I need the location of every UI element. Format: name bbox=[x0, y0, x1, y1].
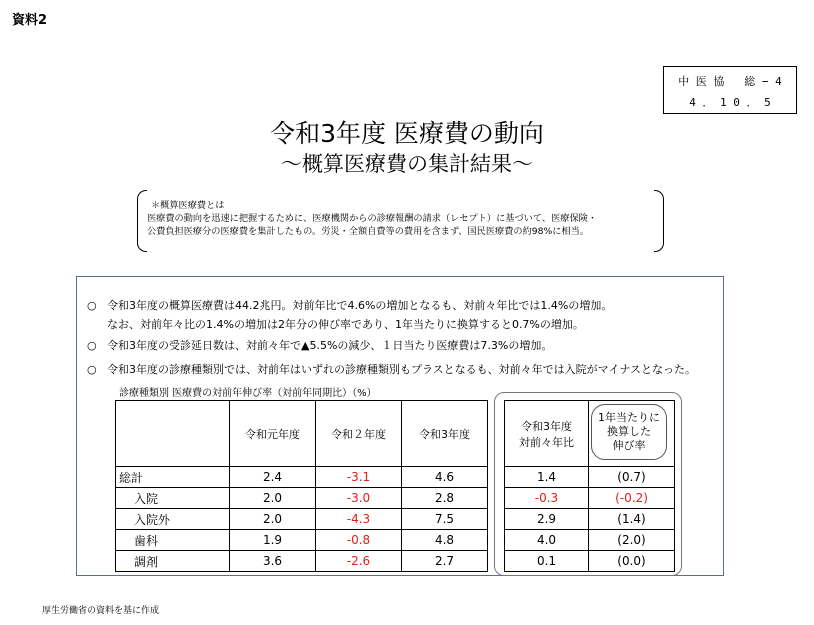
cell: 1.9 bbox=[230, 530, 316, 551]
pill-line: 1年当たりに bbox=[598, 411, 660, 424]
row-label: 入院外 bbox=[116, 509, 230, 530]
right-bracket bbox=[654, 190, 664, 252]
cell: 2.9 bbox=[505, 509, 589, 530]
bullet-mark: ○ bbox=[87, 299, 97, 312]
cell: 0.1 bbox=[505, 551, 589, 572]
cell: 3.6 bbox=[230, 551, 316, 572]
cell: 4.6 bbox=[402, 467, 488, 488]
cell: 2.4 bbox=[230, 467, 316, 488]
cell: 2.0 bbox=[230, 488, 316, 509]
cell: (1.4) bbox=[589, 509, 675, 530]
cell: -0.3 bbox=[505, 488, 589, 509]
reference-line-1: 中 医 協 総 − 4 bbox=[678, 75, 782, 88]
source-note: 厚生労働省の資料を基に作成 bbox=[42, 606, 160, 616]
bullet-1-text: 令和3年度の概算医療費は44.2兆円。対前年比で4.6%の増加となるも、対前々年比では1.4%の増加。 bbox=[107, 299, 613, 312]
pill-line: 伸び率 bbox=[612, 439, 646, 452]
cell: (0.0) bbox=[589, 551, 675, 572]
cell: 2.7 bbox=[402, 551, 488, 572]
row-label: 入院 bbox=[116, 488, 230, 509]
table-row bbox=[116, 509, 488, 530]
definition-box bbox=[137, 190, 664, 252]
page-title: 令和3年度 医療費の動向 bbox=[270, 119, 544, 148]
header-col-2: 令和２年度 bbox=[316, 401, 402, 467]
cell: -2.6 bbox=[316, 551, 402, 572]
cell: (2.0) bbox=[589, 530, 675, 551]
table-caption: 診療種類別 医療費の対前年伸び率（対前年同期比）（%） bbox=[119, 388, 377, 399]
header-col-1: 令和元年度 bbox=[230, 401, 316, 467]
bullet-1-continuation: なお、対前年々比の1.4%の増加は2年分の伸び率であり、1年当たりに換算すると0.7%の増加。 bbox=[107, 318, 584, 331]
header-col-3: 令和3年度 bbox=[402, 401, 488, 467]
row-label: 調剤 bbox=[116, 551, 230, 572]
cell: -3.1 bbox=[316, 467, 402, 488]
bullet-2-text: 令和3年度の受診延日数は、対前々年で▲5.5%の減少、１日当たり医療費は7.3%の増加。 bbox=[107, 339, 553, 352]
reference-line-2: 4 ． 1 0 ． 5 bbox=[689, 96, 771, 109]
bullet-3-text: 令和3年度の診療種類別では、対前年はいずれの診療種類別もプラスとなるも、対前々年では入院がマイナスとなった。 bbox=[107, 363, 697, 376]
growth-rate-table bbox=[115, 400, 488, 572]
bullet-mark: ○ bbox=[87, 339, 97, 352]
cell: 2.0 bbox=[230, 509, 316, 530]
header-line: 令和3年度 bbox=[521, 419, 572, 433]
cell: 4.8 bbox=[402, 530, 488, 551]
table-row bbox=[116, 467, 488, 488]
row-label: 総計 bbox=[116, 467, 230, 488]
bullet-mark: ○ bbox=[87, 363, 97, 376]
cell: -4.3 bbox=[316, 509, 402, 530]
left-bracket bbox=[137, 190, 147, 252]
cell: 4.0 bbox=[505, 530, 589, 551]
annualized-header-pill bbox=[591, 404, 667, 460]
cell: 7.5 bbox=[402, 509, 488, 530]
table-row bbox=[116, 530, 488, 551]
cell: (-0.2) bbox=[589, 488, 675, 509]
page-subtitle: 〜概算医療費の集計結果〜 bbox=[281, 152, 533, 176]
table-row bbox=[116, 551, 488, 572]
document-label: 資料2 bbox=[12, 13, 48, 28]
cell: 2.8 bbox=[402, 488, 488, 509]
pill-line: 換算した bbox=[607, 425, 651, 438]
cell: -3.0 bbox=[316, 488, 402, 509]
row-label: 歯科 bbox=[116, 530, 230, 551]
definition-line-1: 医療費の動向を迅速に把握するために、医療機関からの診療報酬の請求（レセプト）に基づいて、医療保険・ bbox=[147, 213, 598, 224]
definition-heading: ＊概算医療費とは bbox=[151, 200, 225, 211]
bullet-3 bbox=[87, 361, 696, 377]
header-line: 対前々年比 bbox=[519, 435, 574, 449]
definition-text bbox=[147, 199, 597, 238]
reference-box bbox=[663, 66, 797, 114]
cell: (0.7) bbox=[589, 467, 675, 488]
header-blank bbox=[116, 401, 230, 467]
bullet-1 bbox=[87, 297, 612, 313]
table-row bbox=[116, 488, 488, 509]
cell: -0.8 bbox=[316, 530, 402, 551]
bullet-2 bbox=[87, 337, 552, 353]
table-header-row bbox=[116, 401, 488, 467]
cell: 1.4 bbox=[505, 467, 589, 488]
definition-line-2: 公費負担医療分の医療費を集計したもの。労災・全額自費等の費用を含まず、国民医療費の約98%に相当。 bbox=[147, 226, 589, 237]
